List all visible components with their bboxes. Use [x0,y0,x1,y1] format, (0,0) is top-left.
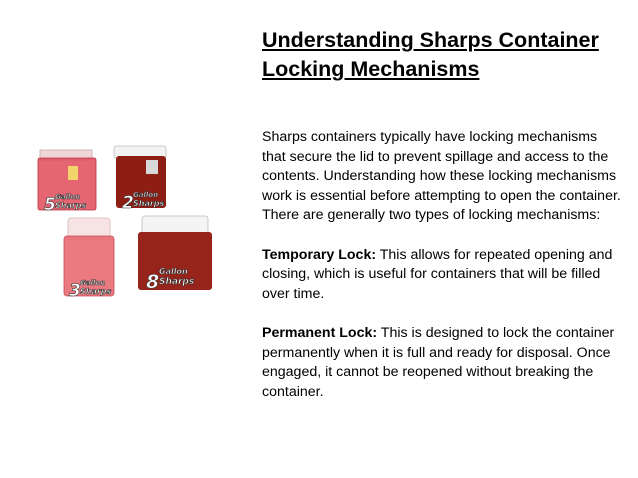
slide-content [262,26,624,422]
sharps-containers-image [22,140,227,310]
container-5-number: 5 [44,195,56,215]
permanent-lock-text: This is designed to lock the container permanently when it is full and ready for disposal. Once engaged, it cannot be reopened without breaking the container. [262,324,615,400]
temporary-lock-paragraph [262,246,624,305]
container-8-unit: Gallon [159,267,188,276]
container-2-word: Sharps [133,199,165,208]
container-3-word: Sharps [80,287,112,296]
permanent-lock-paragraph [262,324,624,402]
container-5-gallon [38,150,96,215]
temporary-lock-label: Temporary Lock: [262,246,377,263]
container-2-gallon [114,146,166,213]
title-line-1: Understanding Sharps Container [262,28,599,52]
container-2-number: 2 [122,193,134,213]
title-line-2: Locking Mechanisms [262,57,480,81]
container-8-gallon [138,216,212,293]
container-8-word: Sharps [159,277,195,287]
container-2-unit: Gallon [133,191,159,199]
permanent-lock-label: Permanent Lock: [262,324,378,341]
slide-title [262,26,624,84]
intro-paragraph: Sharps containers typically have locking mechanisms that secure the lid to prevent spillage and access to the contents. Understanding how these locking mechanisms work is essential before attempting to open the container. There are generally two types of locking mechanisms: [262,129,621,224]
container-3-gallon [64,218,114,301]
container-8-number: 8 [146,271,160,293]
temporary-lock-text: This allows for repeated opening and closing, which is useful for containers that will be filled over time. [262,246,613,302]
container-5-word: Sharps [55,201,87,210]
container-5-unit: Gallon [55,193,81,201]
container-3-number: 3 [69,281,81,301]
container-3-unit: Gallon [80,279,106,287]
